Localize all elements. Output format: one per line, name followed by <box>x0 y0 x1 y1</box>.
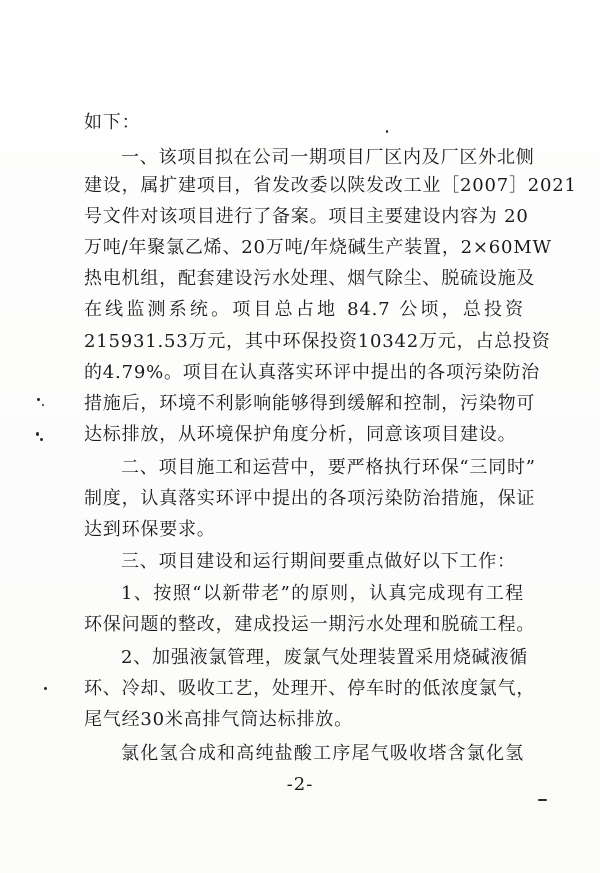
page-number: -2- <box>286 774 314 795</box>
text-line-3: 建设，属扩建项目，省发改委以陕发改工业［2007］2021 <box>84 175 577 196</box>
text-line-11: 达标排放，从环境保护角度分析，同意该项目建设。 <box>84 424 517 445</box>
text-line-19: 环、冷却、吸收工艺，处理开、停车时的低浓度氯气， <box>84 678 536 699</box>
text-line-4: 号文件对该项目进行了备案。项目主要建设内容为 20 <box>84 206 529 227</box>
scan-speck <box>386 130 388 133</box>
scan-speck <box>538 799 547 801</box>
text-line-15: 三、项目建设和运行期间要重点做好以下工作： <box>121 551 516 572</box>
text-line-2: 一、该项目拟在公司一期项目厂区内及厂区外北侧 <box>121 147 535 168</box>
scan-speck <box>36 432 39 436</box>
text-line-14: 达到环保要求。 <box>84 519 216 540</box>
text-line-6: 热电机组，配套建设污水处理、烟气除尘、脱硫设施及 <box>84 268 536 289</box>
text-line-18: 2、加强液氯管理，废氯气处理装置采用烧碱液循 <box>121 647 529 668</box>
text-line-8: 215931.53万元，其中环保投资10342万元，占总投资 <box>84 331 551 352</box>
text-line-13: 制度，认真落实环评中提出的各项污染防治措施，保证 <box>84 488 536 509</box>
text-line-9: 的4.79%。项目在认真落实环评中提出的各项污染防治 <box>84 362 540 383</box>
text-line-12: 二、项目施工和运营中，要严格执行环保“三同时” <box>121 457 536 478</box>
text-line-10: 措施后，环境不利影响能够得到缓解和控制，污染物可 <box>84 393 536 414</box>
scan-speck <box>44 687 47 690</box>
text-line-16: 1、按照“以新带老”的原则，认真完成现有工程 <box>121 583 524 604</box>
text-line-20: 尾气经30米高排气筒达标排放。 <box>84 709 353 730</box>
text-line-21: 氯化氢合成和高纯盐酸工序尾气吸收塔含氯化氢 <box>121 743 524 764</box>
text-line-1: 如下： <box>84 112 141 133</box>
text-line-7: 在线监测系统。项目总占地 84.7 公顷，总投资 <box>84 299 524 320</box>
scan-speck <box>37 398 40 401</box>
scan-speck <box>42 404 44 406</box>
text-line-5: 万吨/年聚氯乙烯、20万吨/年烧碱生产装置，2×60MW <box>84 237 552 258</box>
scan-speck <box>40 438 43 441</box>
text-line-17: 环保问题的整改，建成投运一期污水处理和脱硫工程。 <box>84 614 536 635</box>
